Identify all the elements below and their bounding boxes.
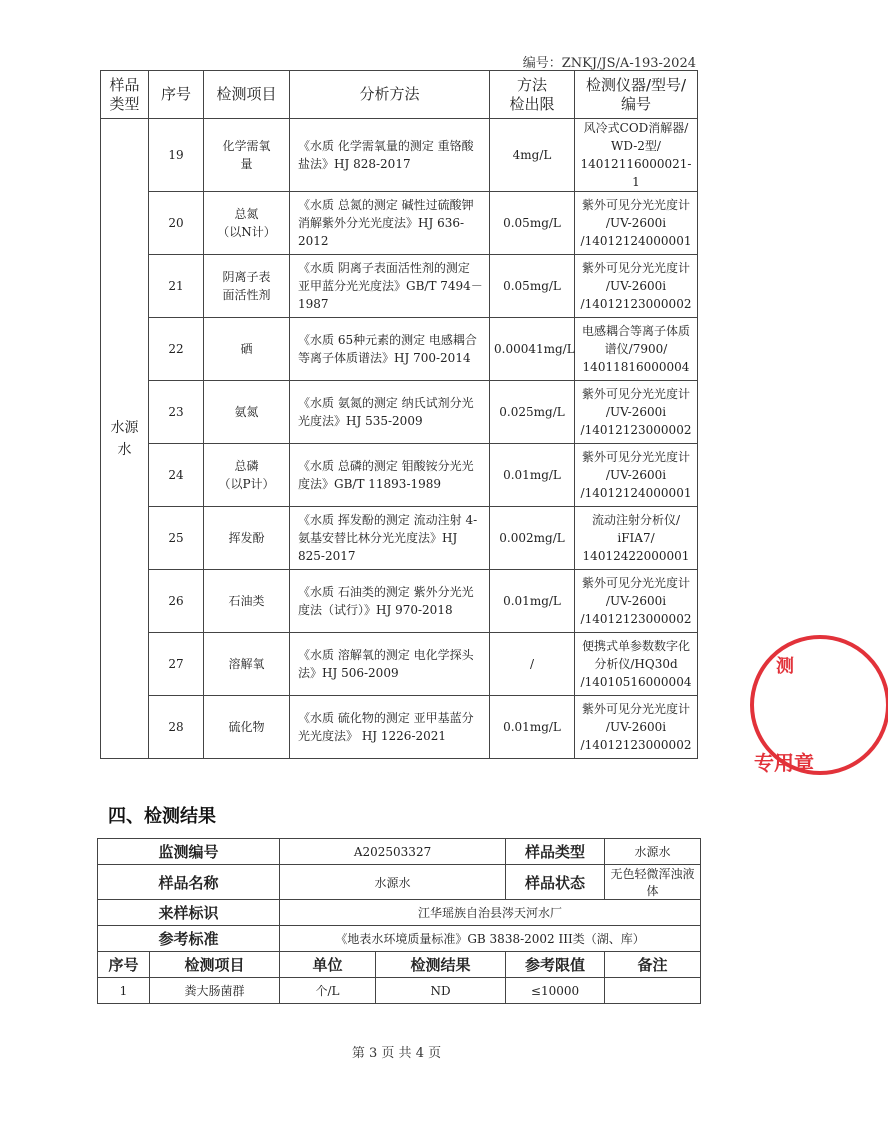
header-limit: 方法 检出限 [490, 71, 575, 119]
row-limit: 0.00041mg/L [490, 318, 575, 381]
row-limit: 0.025mg/L [490, 381, 575, 444]
document-number: 编号：ZNKJ/JS/A-193-2024 [522, 56, 696, 71]
table-row [101, 318, 698, 381]
monitor-no-label: 监测编号 [98, 839, 280, 865]
table-row [101, 696, 698, 759]
row-method: 《水质 总氮的测定 碱性过硫酸钾消解紫外分光光度法》HJ 636-2012 [290, 192, 490, 255]
sample-name-value: 水源水 [280, 865, 506, 900]
sample-type-label: 样品类型 [506, 839, 605, 865]
row-no: 22 [149, 318, 204, 381]
row-method: 《水质 阴离子表面活性剂的测定 亚甲蓝分光光度法》GB/T 7494－1987 [290, 255, 490, 318]
row-no: 27 [149, 633, 204, 696]
row-instrument: 紫外可见分光光度计 /UV-2600i /14012123000002 [575, 696, 698, 759]
sample-state-label: 样品状态 [506, 865, 605, 900]
row-method: 《水质 总磷的测定 钼酸铵分光光度法》GB/T 11893-1989 [290, 444, 490, 507]
row-no: 20 [149, 192, 204, 255]
table-row [101, 192, 698, 255]
sample-state-value: 无色轻微浑浊液体 [605, 865, 701, 900]
sample-type-cell: 水源 水 [101, 119, 149, 759]
row-instrument: 紫外可见分光光度计 /UV-2600i /14012123000002 [575, 255, 698, 318]
row-instrument: 紫外可见分光光度计 /UV-2600i /14012123000002 [575, 381, 698, 444]
row-item: 总氮 （以N计） [204, 192, 290, 255]
sample-name-label: 样品名称 [98, 865, 280, 900]
row-instrument: 紫外可见分光光度计 /UV-2600i /14012123000002 [575, 570, 698, 633]
col-item: 检测项目 [150, 952, 280, 978]
methods-header-row [101, 71, 698, 119]
col-unit: 单位 [280, 952, 376, 978]
results-info-row [98, 865, 701, 900]
row-method: 《水质 65种元素的测定 电感耦合等离子体质谱法》HJ 700-2014 [290, 318, 490, 381]
col-result: 检测结果 [376, 952, 506, 978]
result-limit: ≤10000 [506, 978, 605, 1004]
row-item: 挥发酚 [204, 507, 290, 570]
row-method: 《水质 化学需氧量的测定 重铬酸盐法》HJ 828-2017 [290, 119, 490, 192]
row-item: 溶解氧 [204, 633, 290, 696]
row-instrument: 电感耦合等离子体质 谱仪/7900/ 14011816000004 [575, 318, 698, 381]
result-value: ND [376, 978, 506, 1004]
results-info-row [98, 900, 701, 926]
methods-table [100, 70, 698, 759]
result-unit: 个/L [280, 978, 376, 1004]
seal-stamp [740, 610, 814, 800]
svg-text:测: 测 [776, 656, 794, 677]
header-method: 分析方法 [290, 71, 490, 119]
result-remark [605, 978, 701, 1004]
results-header-row [98, 952, 701, 978]
standard-label: 参考标准 [98, 926, 280, 952]
section-title: 四、检测结果 [108, 806, 216, 827]
row-limit: 0.01mg/L [490, 696, 575, 759]
result-item: 粪大肠菌群 [150, 978, 280, 1004]
source-label: 来样标识 [98, 900, 280, 926]
svg-text:专用章: 专用章 [754, 751, 814, 775]
source-value: 江华瑶族自治县涔天河水厂 [280, 900, 701, 926]
row-item: 氨氮 [204, 381, 290, 444]
row-no: 23 [149, 381, 204, 444]
monitor-no-value: A202503327 [280, 839, 506, 865]
row-limit: 0.01mg/L [490, 444, 575, 507]
table-row [101, 255, 698, 318]
row-item: 化学需氧 量 [204, 119, 290, 192]
header-sample-type: 样品 类型 [101, 71, 149, 119]
table-row [98, 978, 701, 1004]
row-method: 《水质 石油类的测定 紫外分光光度法（试行）》HJ 970-2018 [290, 570, 490, 633]
row-no: 24 [149, 444, 204, 507]
col-limit: 参考限值 [506, 952, 605, 978]
col-no: 序号 [98, 952, 150, 978]
row-method: 《水质 硫化物的测定 亚甲基蓝分光光度法》 HJ 1226-2021 [290, 696, 490, 759]
row-item: 总磷 （以P计） [204, 444, 290, 507]
table-row [101, 633, 698, 696]
row-no: 28 [149, 696, 204, 759]
table-row [101, 444, 698, 507]
row-item: 硫化物 [204, 696, 290, 759]
sample-type-value: 水源水 [605, 839, 701, 865]
row-instrument: 便携式单参数数字化 分析仪/HQ30d /14010516000004 [575, 633, 698, 696]
page-footer: 第 3 页 共 4 页 [351, 1046, 442, 1061]
results-info-row [98, 839, 701, 865]
row-instrument: 紫外可见分光光度计 /UV-2600i /14012124000001 [575, 192, 698, 255]
row-no: 19 [149, 119, 204, 192]
header-instrument: 检测仪器/型号/ 编号 [575, 71, 698, 119]
row-instrument: 紫外可见分光光度计 /UV-2600i /14012124000001 [575, 444, 698, 507]
results-table [97, 838, 701, 1004]
row-limit: 0.05mg/L [490, 255, 575, 318]
header-item: 检测项目 [204, 71, 290, 119]
row-instrument: 流动注射分析仪/ iFIA7/ 14012422000001 [575, 507, 698, 570]
row-method: 《水质 氨氮的测定 纳氏试剂分光光度法》HJ 535-2009 [290, 381, 490, 444]
row-limit: / [490, 633, 575, 696]
table-row [101, 570, 698, 633]
results-info-row [98, 926, 701, 952]
row-limit: 0.002mg/L [490, 507, 575, 570]
row-item: 硒 [204, 318, 290, 381]
row-limit: 4mg/L [490, 119, 575, 192]
row-item: 阴离子表 面活性剂 [204, 255, 290, 318]
row-method: 《水质 挥发酚的测定 流动注射 4-氨基安替比林分光光度法》HJ 825-2017 [290, 507, 490, 570]
result-no: 1 [98, 978, 150, 1004]
standard-value: 《地表水环境质量标准》GB 3838-2002 III类（湖、库） [280, 926, 701, 952]
row-limit: 0.01mg/L [490, 570, 575, 633]
row-item: 石油类 [204, 570, 290, 633]
row-instrument: 风冷式COD消解器/ WD-2型/ 14012116000021-1 [575, 119, 698, 192]
row-no: 25 [149, 507, 204, 570]
table-row [101, 507, 698, 570]
table-row [101, 381, 698, 444]
col-remark: 备注 [605, 952, 701, 978]
row-limit: 0.05mg/L [490, 192, 575, 255]
row-no: 21 [149, 255, 204, 318]
row-no: 26 [149, 570, 204, 633]
header-no: 序号 [149, 71, 204, 119]
table-row [101, 119, 698, 192]
row-method: 《水质 溶解氧的测定 电化学探头法》HJ 506-2009 [290, 633, 490, 696]
